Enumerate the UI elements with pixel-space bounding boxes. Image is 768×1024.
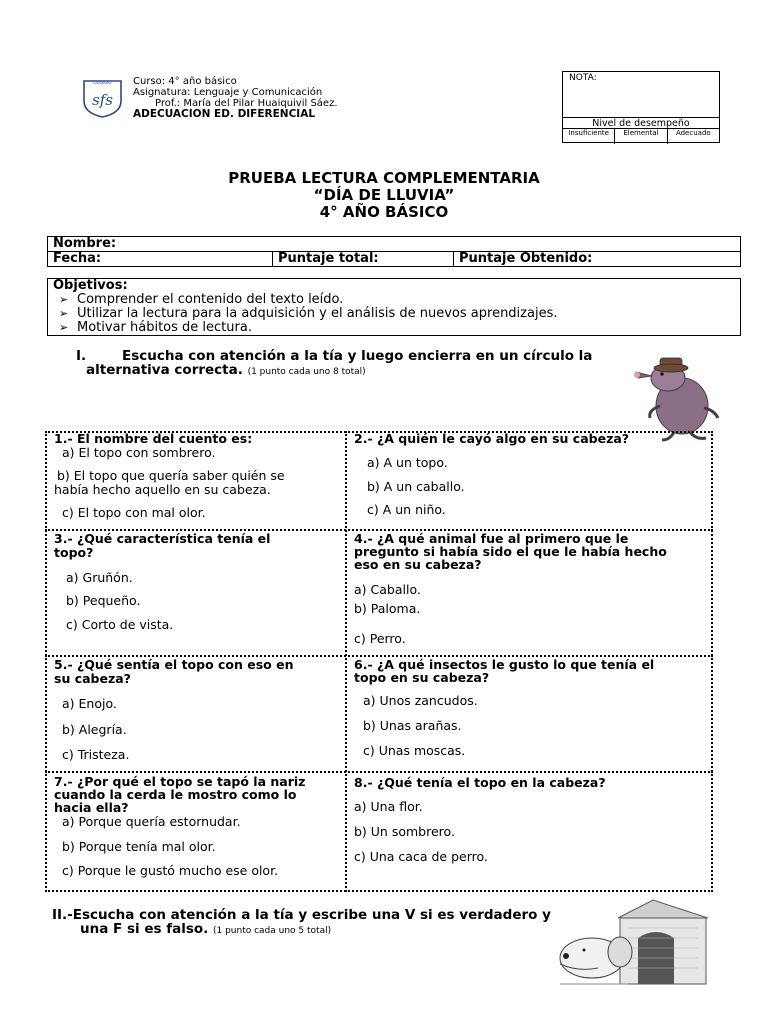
question-6: 6.- ¿A qué insectos le gusto lo que tenía el [354, 657, 655, 672]
q8-option-a[interactable]: a) Una flor. [354, 799, 423, 814]
q4-option-a[interactable]: a) Caballo. [354, 582, 421, 597]
arrow-bullet-icon: ➢ [59, 293, 69, 306]
q1-option-b-cont: había hecho aquello en su cabeza. [54, 482, 271, 497]
question-5-cont: su cabeza? [54, 671, 131, 686]
nivel-levels [563, 128, 719, 144]
grid-divider [345, 431, 347, 892]
q1-option-a[interactable]: a) El topo con sombrero. [62, 445, 216, 460]
question-4-cont: eso en su cabeza? [354, 557, 482, 572]
question-3-cont: topo? [54, 545, 94, 560]
q6-option-b[interactable]: b) Unas arañas. [363, 718, 462, 733]
level-elemental: Elemental [615, 129, 667, 144]
prof-line: Prof.: María del Pilar Huaiquivil Sáez. [155, 98, 338, 109]
q8-option-c[interactable]: c) Una caca de perro. [354, 849, 488, 864]
objetivo-text: Utilizar la lectura para la adquisición y el análisis de nuevos aprendizajes. [77, 306, 558, 321]
question-5: 5.- ¿Qué sentía el topo con eso en [54, 657, 294, 672]
curso-line: Curso: 4° año básico [133, 76, 237, 87]
logo-text: sfs [92, 91, 113, 109]
section-2-line-1: II.-Escucha con atención a la tía y escribe una V si es verdadero y [52, 907, 551, 923]
objetivo-item [53, 321, 735, 335]
question-4: 4.- ¿A qué animal fue al primero que le [354, 531, 629, 546]
q4-option-b[interactable]: b) Paloma. [354, 601, 421, 616]
q2-option-a[interactable]: a) A un topo. [367, 455, 448, 470]
question-7-cont: hacia ella? [54, 800, 129, 815]
grid-divider [45, 771, 713, 773]
q2-option-b[interactable]: b) A un caballo. [367, 479, 465, 494]
q5-option-c[interactable]: c) Tristeza. [62, 747, 130, 762]
asignatura-line: Asignatura: Lenguaje y Comunicación [133, 87, 323, 98]
puntaje-total-field[interactable]: Puntaje total: [273, 252, 454, 267]
svg-text:COLEGIO: COLEGIO [93, 80, 112, 85]
level-insuficiente: Insuficiente [563, 129, 615, 144]
section-1-line-2-text: alternativa correcta. [86, 362, 243, 378]
objetivo-item [53, 307, 735, 321]
objetivo-text: Motivar hábitos de lectura. [77, 320, 252, 335]
arrow-bullet-icon: ➢ [59, 307, 69, 320]
q2-option-c[interactable]: c) A un niño. [367, 502, 446, 517]
q6-option-a[interactable]: a) Unos zancudos. [363, 693, 478, 708]
q1-option-b[interactable]: b) El topo que quería saber quién se [57, 468, 285, 483]
objetivo-text: Comprender el contenido del texto leído. [77, 292, 344, 307]
student-info-table [47, 236, 741, 267]
nota-box [562, 71, 720, 143]
objetivos-heading: Objetivos: [53, 278, 128, 293]
q3-option-c[interactable]: c) Corto de vista. [66, 617, 174, 632]
question-6-cont: topo en su cabeza? [354, 670, 490, 685]
section-1-line-2 [86, 363, 366, 380]
dog-illustration [558, 898, 708, 986]
nota-label: NOTA: [569, 73, 597, 83]
puntaje-obtenido-field[interactable]: Puntaje Obtenido: [454, 252, 741, 267]
q4-option-c[interactable]: c) Perro. [354, 631, 406, 646]
fecha-field[interactable]: Fecha: [48, 252, 273, 267]
q5-option-a[interactable]: a) Enojo. [62, 696, 117, 711]
arrow-bullet-icon: ➢ [59, 321, 69, 334]
nivel-desempeno-label: Nivel de desempeño [563, 117, 719, 129]
section-1-line-1: Escucha con atención a la tía y luego encierra en un círculo la [122, 348, 593, 364]
q7-option-a[interactable]: a) Porque quería estornudar. [62, 814, 241, 829]
question-1: 1.- El nombre del cuento es: [54, 431, 253, 446]
q6-option-c[interactable]: c) Unas moscas. [363, 743, 466, 758]
q1-option-c[interactable]: c) El topo con mal olor. [62, 505, 206, 520]
q7-option-c[interactable]: c) Porque le gustó mucho ese olor. [62, 863, 279, 878]
title-line-3: 4° AÑO BÁSICO [319, 203, 449, 221]
section-2-note: (1 punto cada uno 5 total) [212, 926, 332, 936]
q3-option-a[interactable]: a) Gruñón. [66, 570, 133, 585]
section-2-line-2-text: una F si es falso. [80, 921, 209, 937]
objetivo-item [53, 293, 735, 307]
q7-option-b[interactable]: b) Porque tenía mal olor. [62, 839, 216, 854]
q5-option-b[interactable]: b) Alegría. [62, 722, 127, 737]
question-7-cont: cuando la cerda le mostro como lo [54, 787, 297, 802]
q8-option-b[interactable]: b) Un sombrero. [354, 824, 455, 839]
level-adecuado: Adecuado [675, 129, 711, 137]
question-4-cont: pregunto si había sido el que le había hecho [354, 544, 667, 559]
question-8: 8.- ¿Qué tenía el topo en la cabeza? [354, 775, 606, 790]
question-3: 3.- ¿Qué característica tenía el [54, 531, 271, 546]
title-line-2: “DÍA DE LLUVIA” [313, 186, 455, 204]
adecuacion-line: ADECUACION ED. DIFERENCIAL [133, 108, 316, 120]
question-7: 7.- ¿Por qué el topo se tapó la nariz [54, 774, 306, 789]
mole-illustration [630, 348, 725, 443]
q3-option-b[interactable]: b) Pequeño. [66, 593, 141, 608]
nombre-field[interactable]: Nombre: [48, 237, 741, 252]
school-logo [80, 77, 125, 119]
section-2-line-2 [80, 922, 331, 939]
section-1-number: I. [76, 348, 87, 364]
objetivos-box [47, 278, 741, 336]
question-2: 2.- ¿A quién le cayó algo en su cabeza? [354, 431, 630, 446]
title-line-1: PRUEBA LECTURA COMPLEMENTARIA [228, 169, 540, 187]
section-1-note: (1 punto cada uno 8 total) [247, 367, 366, 377]
